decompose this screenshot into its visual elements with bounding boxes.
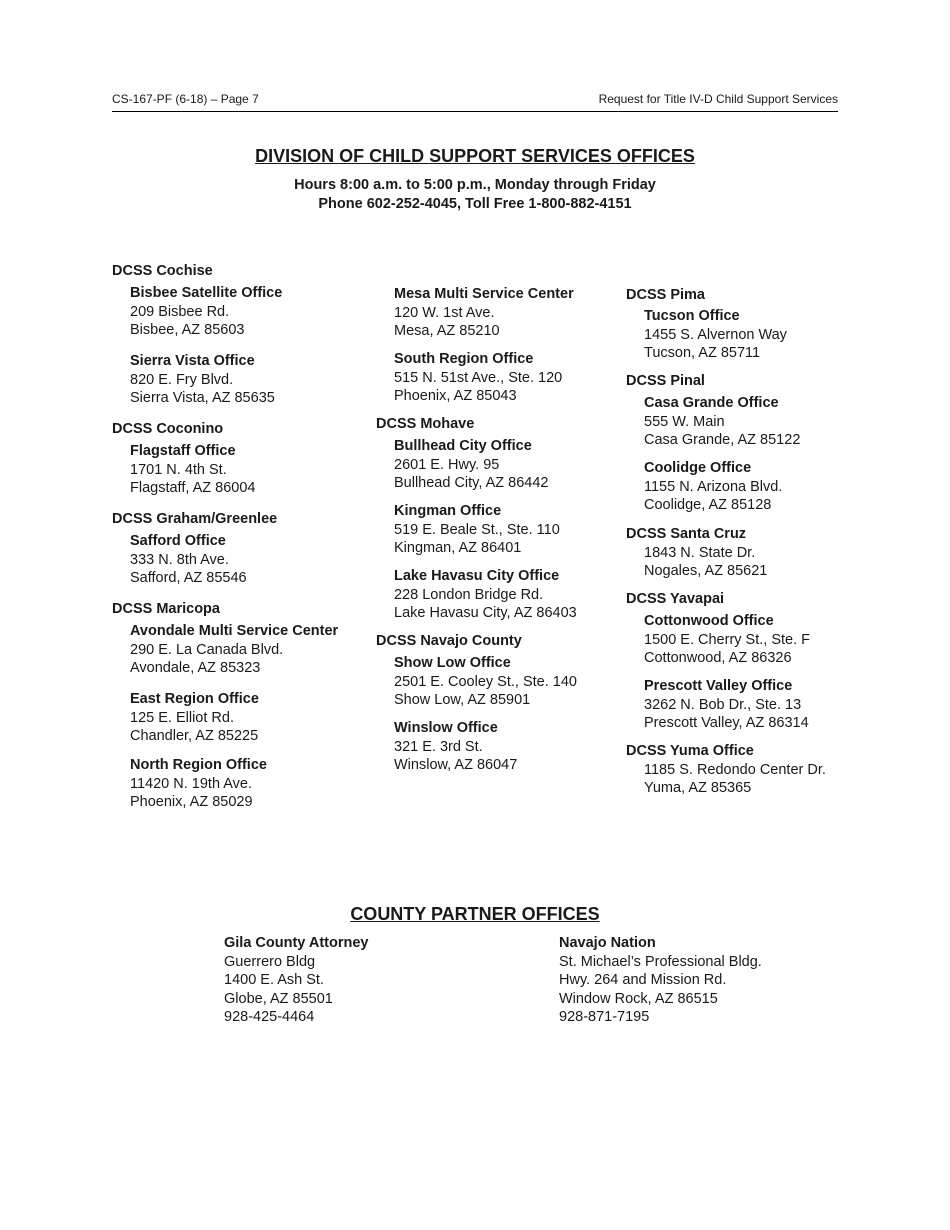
office-entry [394, 719, 517, 775]
office-entry [644, 459, 782, 515]
county-heading: DCSS Pima [626, 287, 705, 303]
county-heading: DCSS Navajo County [376, 633, 522, 649]
office-city: Chandler, AZ 85225 [130, 728, 259, 745]
office-address: 1185 S. Redondo Center Dr. [644, 761, 826, 778]
office-city: Flagstaff, AZ 86004 [130, 480, 256, 497]
office-address: 209 Bisbee Rd. [130, 303, 230, 320]
office-entry [394, 350, 562, 406]
office-address: 555 W. Main [644, 413, 725, 430]
office-entry [130, 442, 255, 498]
office-name: Tucson Office [644, 308, 740, 324]
partner-office-gila [224, 934, 368, 1027]
office-entry [626, 742, 826, 798]
county-heading: DCSS Yuma Office [626, 743, 754, 759]
office-entry [644, 394, 800, 450]
office-city: Tucson, AZ 85711 [644, 345, 761, 362]
dcss-title: DIVISION OF CHILD SUPPORT SERVICES OFFICES [255, 146, 695, 166]
office-hours: Hours 8:00 a.m. to 5:00 p.m., Monday through Friday [294, 177, 656, 193]
county-heading: DCSS Coconino [112, 421, 224, 437]
office-name: Bisbee Satellite Office [130, 285, 283, 301]
partner-address: Hwy. 264 and Mission Rd. [559, 972, 727, 989]
office-entry [394, 285, 574, 341]
partner-building: St. Michael’s Professional Bldg. [559, 953, 762, 970]
office-name: Avondale Multi Service Center [130, 623, 339, 639]
office-city: Coolidge, AZ 85128 [644, 497, 772, 514]
office-name: Prescott Valley Office [644, 678, 793, 694]
office-city: Phoenix, AZ 85043 [394, 388, 517, 405]
office-name: Flagstaff Office [130, 443, 236, 459]
office-name: Winslow Office [394, 720, 498, 736]
office-name: Kingman Office [394, 503, 502, 519]
office-address: 515 N. 51st Ave., Ste. 120 [394, 369, 563, 386]
office-address: 321 E. 3rd St. [394, 738, 483, 755]
office-city: Prescott Valley, AZ 86314 [644, 715, 809, 732]
office-entry [130, 532, 247, 588]
office-name: Bullhead City Office [394, 438, 532, 454]
office-address: 1843 N. State Dr. [644, 544, 756, 561]
office-name: Coolidge Office [644, 460, 752, 476]
page-header [112, 92, 838, 112]
form-title: Request for Title IV-D Child Support Services [598, 92, 838, 106]
office-city: Cottonwood, AZ 86326 [644, 650, 792, 667]
office-phone: Phone 602-252-4045, Toll Free 1-800-882-4151 [318, 196, 632, 212]
office-name: South Region Office [394, 351, 534, 367]
office-name: Show Low Office [394, 655, 511, 671]
office-address: 1701 N. 4th St. [130, 461, 227, 478]
office-name: East Region Office [130, 691, 259, 707]
office-entry [130, 352, 275, 408]
office-name: Safford Office [130, 533, 226, 549]
office-address: 333 N. 8th Ave. [130, 551, 229, 568]
partner-office-navajo [559, 934, 762, 1027]
office-entry [394, 654, 577, 710]
county-heading: DCSS Maricopa [112, 601, 220, 617]
office-entry [394, 502, 560, 558]
office-entry [626, 525, 767, 581]
office-entry [394, 567, 577, 623]
office-city: Yuma, AZ 85365 [644, 780, 752, 797]
county-heading: DCSS Mohave [376, 416, 475, 432]
office-city: Mesa, AZ 85210 [394, 323, 500, 340]
county-heading: DCSS Cochise [112, 263, 213, 279]
office-city: Safford, AZ 85546 [130, 570, 247, 587]
county-heading: DCSS Graham/Greenlee [112, 511, 278, 527]
office-name: North Region Office [130, 757, 267, 773]
office-address: 1455 S. Alvernon Way [644, 326, 787, 343]
partners-title: COUNTY PARTNER OFFICES [350, 904, 600, 924]
office-address: 228 London Bridge Rd. [394, 586, 544, 603]
office-city: Show Low, AZ 85901 [394, 692, 531, 709]
county-heading: DCSS Yavapai [626, 591, 725, 607]
office-entry [644, 612, 810, 668]
office-address: 519 E. Beale St., Ste. 110 [394, 521, 560, 538]
office-address: 120 W. 1st Ave. [394, 304, 495, 321]
partner-city: Globe, AZ 85501 [224, 990, 333, 1007]
office-entry [130, 690, 259, 746]
partner-city: Window Rock, AZ 86515 [559, 990, 718, 1007]
office-address: 1155 N. Arizona Blvd. [644, 478, 783, 495]
office-city: Bisbee, AZ 85603 [130, 322, 245, 339]
office-city: Kingman, AZ 86401 [394, 540, 522, 557]
office-city: Bullhead City, AZ 86442 [394, 475, 549, 492]
office-city: Phoenix, AZ 85029 [130, 794, 253, 811]
office-address: 2601 E. Hwy. 95 [394, 456, 500, 473]
partner-building: Guerrero Bldg [224, 953, 316, 970]
office-address: 11420 N. 19th Ave. [130, 775, 253, 792]
partner-phone: 928-871-7195 [559, 1009, 650, 1026]
office-city: Sierra Vista, AZ 85635 [130, 390, 275, 407]
office-entry [644, 307, 787, 363]
office-entry [644, 677, 809, 733]
office-address: 290 E. La Canada Blvd. [130, 641, 284, 658]
office-name: Mesa Multi Service Center [394, 286, 574, 302]
partner-name: Gila County Attorney [224, 935, 369, 951]
office-city: Avondale, AZ 85323 [130, 660, 261, 677]
office-entry [130, 622, 338, 678]
office-entry [130, 756, 267, 812]
office-name: Cottonwood Office [644, 613, 774, 629]
office-name: Sierra Vista Office [130, 353, 255, 369]
office-entry [130, 284, 282, 340]
office-city: Lake Havasu City, AZ 86403 [394, 605, 577, 622]
office-city: Nogales, AZ 85621 [644, 563, 768, 580]
partner-phone: 928-425-4464 [224, 1009, 315, 1026]
office-address: 1500 E. Cherry St., Ste. F [644, 631, 811, 648]
office-name: Lake Havasu City Office [394, 568, 560, 584]
office-name: Casa Grande Office [644, 395, 779, 411]
partner-name: Navajo Nation [559, 935, 656, 951]
form-id: CS-167-PF (6-18) – Page 7 [112, 92, 259, 106]
office-address: 2501 E. Cooley St., Ste. 140 [394, 673, 577, 690]
office-entry [394, 437, 549, 493]
office-address: 3262 N. Bob Dr., Ste. 13 [644, 696, 802, 713]
office-address: 820 E. Fry Blvd. [130, 371, 234, 388]
office-address: 125 E. Elliot Rd. [130, 709, 234, 726]
county-heading: DCSS Pinal [626, 373, 705, 389]
county-heading: DCSS Santa Cruz [626, 526, 747, 542]
office-city: Winslow, AZ 86047 [394, 757, 518, 774]
partner-address: 1400 E. Ash St. [224, 972, 324, 989]
office-city: Casa Grande, AZ 85122 [644, 432, 801, 449]
